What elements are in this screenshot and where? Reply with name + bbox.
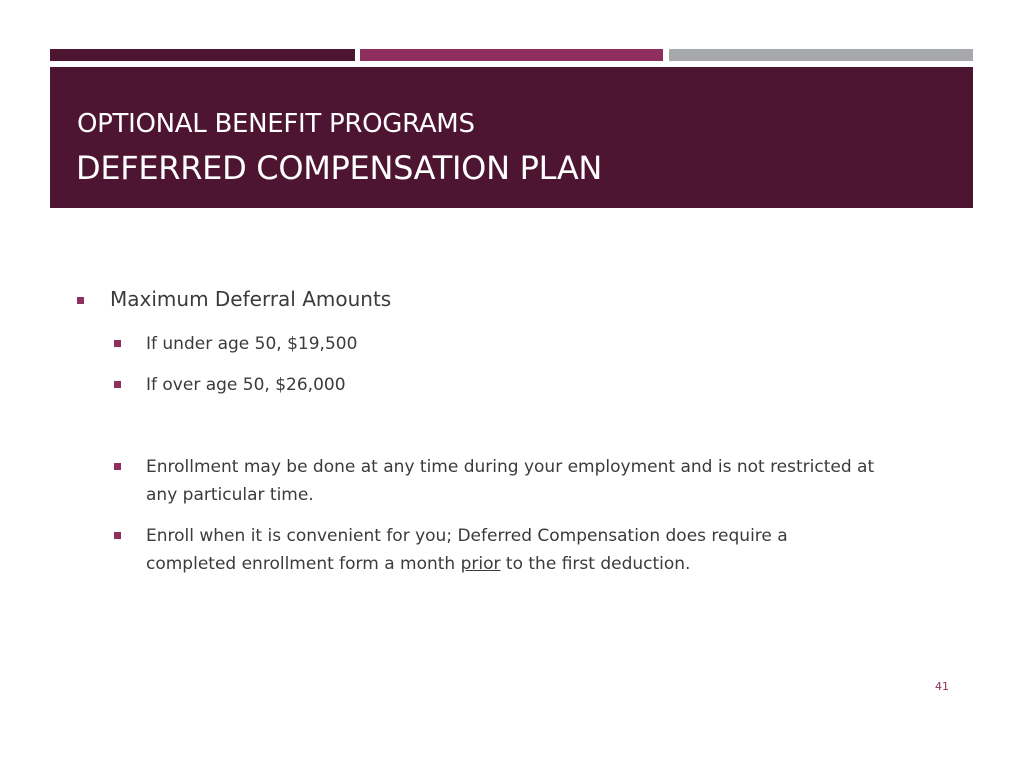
sub-bullet-under-50: If under age 50, $19,500 <box>146 334 358 354</box>
prior-underlined: prior <box>460 554 501 574</box>
bullet-square-icon <box>114 532 121 539</box>
enrollment-line-1: Enrollment may be done at any time during your employment and is not restricted at <box>146 457 875 477</box>
enroll-text <box>146 522 788 578</box>
title-line-2: DEFERRED COMPENSATION PLAN <box>76 149 603 187</box>
accent-bar-magenta <box>360 49 663 61</box>
title-box <box>50 67 973 208</box>
enroll-line-2-after: to the first deduction. <box>500 554 691 574</box>
title-line-1: OPTIONAL BENEFIT PROGRAMS <box>77 109 475 139</box>
enrollment-text <box>146 453 874 509</box>
bullet-square-icon <box>114 381 121 388</box>
enroll-line-2 <box>146 550 788 578</box>
bullet-square-icon <box>114 463 121 470</box>
enroll-line-2-before: completed enrollment form a month <box>146 554 461 574</box>
bullet-square-icon <box>114 340 121 347</box>
accent-bar-dark <box>50 49 355 61</box>
bullet-main: Maximum Deferral Amounts <box>110 287 392 311</box>
enroll-line-1: Enroll when it is convenient for you; Deferred Compensation does require a <box>146 526 788 546</box>
accent-bar-gray <box>669 49 973 61</box>
bullet-square-icon <box>77 297 84 304</box>
page-number: 41 <box>935 680 949 693</box>
sub-bullet-over-50: If over age 50, $26,000 <box>146 375 346 395</box>
enrollment-line-2: any particular time. <box>146 485 314 505</box>
